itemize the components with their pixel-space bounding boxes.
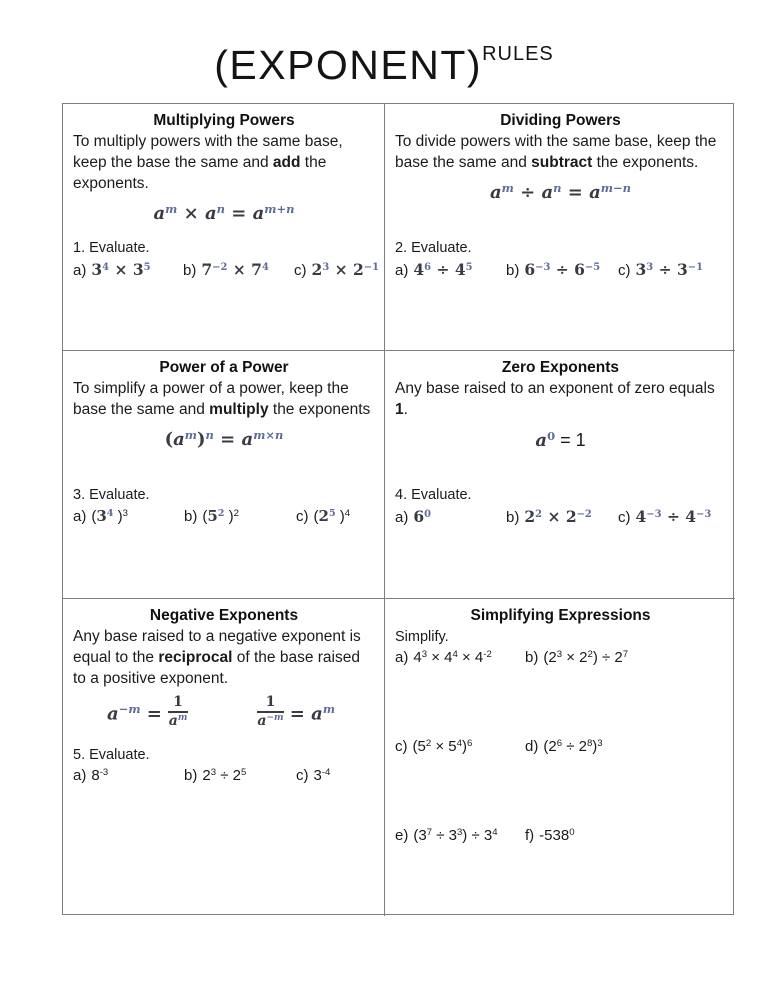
rule-formula: $(a^m)^n = a^{m\times n}$ xyxy=(164,427,284,450)
problem-label: c) xyxy=(618,509,631,526)
body-text: . xyxy=(403,401,408,418)
problem-a xyxy=(73,767,184,785)
problem-label: a) xyxy=(73,262,87,279)
problem-expression: $(2^3 \times 2^2) \div 2^7$ xyxy=(543,648,629,666)
problem-label: b) xyxy=(184,767,198,784)
evaluate-label: 3. Evaluate. xyxy=(73,487,150,503)
problem-label: b) xyxy=(184,508,198,525)
body-text: Any base raised to an exponent of zero equals xyxy=(395,380,715,397)
cell-negative-exponents xyxy=(63,599,385,916)
rule-description xyxy=(73,378,375,420)
problem-expression: $3^4 \times 3^5$ xyxy=(91,260,151,279)
rule-formula-left: $a^{-m}$ = $\frac{1}{a^m}$ xyxy=(107,694,188,729)
body-text: the exponents xyxy=(268,401,371,418)
problem-label: b) xyxy=(506,509,520,526)
evaluate-block xyxy=(73,485,379,526)
problem-expression: $-538^0$ xyxy=(539,826,575,844)
problem-expression: $6^{-3} \div 6^{-5}$ xyxy=(524,260,601,279)
problem-row xyxy=(73,507,379,526)
rule-formula: $a^0 = 1$ xyxy=(535,428,586,451)
problem-expression: ($5^2$ )$^2$ xyxy=(202,507,239,525)
problem-expression: $4^3 \times 4^4 \times 4^{-2}$ xyxy=(413,648,492,666)
section-heading: Power of a Power xyxy=(159,359,289,376)
evaluate-label: 5. Evaluate. xyxy=(73,747,150,763)
problem-label: a) xyxy=(395,262,409,279)
problem-label: a) xyxy=(395,509,409,526)
problem-expression: $(3^7 \div 3^3) \div 3^4$ xyxy=(413,826,498,844)
evaluate-label: 2. Evaluate. xyxy=(395,240,472,256)
section-heading: Zero Exponents xyxy=(501,359,620,376)
body-bold-word: 1 xyxy=(395,401,404,418)
body-bold-word: multiply xyxy=(209,401,269,418)
title-superscript: RULES xyxy=(482,43,554,65)
body-text: the exponents. xyxy=(73,154,327,192)
problem-label: a) xyxy=(73,767,87,784)
body-text: To simplify a power of a power, keep the base the same and xyxy=(73,380,349,418)
rule-formula: $a^m \times a^n = a^{m+n}$ xyxy=(153,201,295,224)
body-text: To divide powers with the same base, keep the base the same and xyxy=(395,133,717,171)
problem-b xyxy=(184,507,296,526)
problem-label: b) xyxy=(183,262,197,279)
problem-label: b) xyxy=(525,649,539,666)
rule-formulas xyxy=(73,693,375,731)
cell-multiplying-powers xyxy=(63,104,385,351)
rules-table xyxy=(62,103,734,915)
problem-expression: ($2^5$ )$^4$ xyxy=(313,507,351,525)
problem-row xyxy=(73,767,379,785)
problem-row xyxy=(73,260,379,280)
rule-formula-right: $\frac{1}{a^{-m}}$ = $a^m$ xyxy=(257,694,335,729)
rule-formula: $a^m \div a^n = a^{m-n}$ xyxy=(489,180,632,203)
problem-label: c) xyxy=(296,508,309,525)
body-text: the exponents. xyxy=(592,154,699,171)
problem-expression: $2^2 \times 2^{-2}$ xyxy=(524,507,592,526)
evaluate-label: 1. Evaluate. xyxy=(73,240,150,256)
problem-a xyxy=(73,260,183,280)
problem-expression: $(5^2 \times 5^4)^6$ xyxy=(412,737,473,755)
problem-expression: $2^3 \times 2^{-1}$ xyxy=(311,260,379,279)
title-main: (EXPONENT) xyxy=(214,42,483,88)
evaluate-block xyxy=(395,238,730,280)
problem-b xyxy=(525,649,726,667)
problem-grid xyxy=(395,649,726,845)
body-bold-word: reciprocal xyxy=(158,649,233,666)
problem-c xyxy=(618,260,730,280)
problem-b xyxy=(184,767,296,785)
problem-expression: $8^{-3}$ xyxy=(91,766,109,784)
problem-expression: $4^{-3} \div 4^{-3}$ xyxy=(635,507,712,526)
rule-description xyxy=(395,378,726,420)
problem-label: c) xyxy=(296,767,309,784)
page-title xyxy=(0,42,768,89)
evaluate-block xyxy=(395,485,730,527)
body-bold-word: subtract xyxy=(531,154,593,171)
problem-c xyxy=(296,767,379,785)
problem-expression: $3^3 \div 3^{-1}$ xyxy=(635,260,703,279)
rule-description xyxy=(73,131,375,194)
simplify-label: Simplify. xyxy=(395,629,449,645)
problem-expression: $(2^6 \div 2^8)^3$ xyxy=(543,737,603,755)
cell-power-of-a-power xyxy=(63,351,385,599)
problem-row xyxy=(395,507,730,527)
section-heading: Simplifying Expressions xyxy=(470,607,651,624)
problem-b xyxy=(183,260,294,280)
evaluate-block xyxy=(73,238,379,280)
evaluate-label: 4. Evaluate. xyxy=(395,487,472,503)
problem-c xyxy=(618,507,730,527)
problem-expression: $6^0$ xyxy=(413,507,432,526)
problem-expression: $3^{-4}$ xyxy=(313,766,331,784)
problem-expression: $4^6 \div 4^5$ xyxy=(413,260,473,279)
problem-a xyxy=(395,260,506,280)
problem-label: a) xyxy=(395,649,409,666)
evaluate-block xyxy=(73,745,379,785)
problem-expression: $2^3 \div 2^5$ xyxy=(202,766,247,784)
section-heading: Dividing Powers xyxy=(500,112,621,129)
problem-label: a) xyxy=(73,508,87,525)
problem-expression: $7^{-2} \times 7^4$ xyxy=(201,260,269,279)
rule-description xyxy=(73,626,375,689)
problem-a xyxy=(395,507,506,527)
cell-dividing-powers xyxy=(385,104,735,351)
problem-b xyxy=(506,260,618,280)
section-heading: Negative Exponents xyxy=(149,607,299,624)
problem-d xyxy=(525,738,726,756)
problem-label: c) xyxy=(395,738,408,755)
problem-a xyxy=(395,649,525,667)
problem-row xyxy=(395,260,730,280)
cell-simplifying-expressions xyxy=(385,599,735,916)
problem-a xyxy=(73,507,184,526)
problem-e xyxy=(395,827,525,845)
problem-c xyxy=(294,260,379,280)
problem-label: d) xyxy=(525,738,539,755)
problem-f xyxy=(525,827,726,845)
cell-zero-exponents xyxy=(385,351,735,599)
problem-c xyxy=(296,507,379,526)
body-text: To multiply powers with the same base, keep the base the same and xyxy=(73,133,343,171)
section-heading: Multiplying Powers xyxy=(153,112,295,129)
problem-label: c) xyxy=(618,262,631,279)
problem-label: b) xyxy=(506,262,520,279)
problem-expression: ($3^4$ )$^3$ xyxy=(91,507,128,525)
problem-label: e) xyxy=(395,827,409,844)
body-text: of the base raised to a positive exponent. xyxy=(73,649,360,687)
problem-label: c) xyxy=(294,262,307,279)
problem-b xyxy=(506,507,618,527)
problem-c xyxy=(395,738,525,756)
body-bold-word: add xyxy=(272,154,301,171)
rule-description xyxy=(395,131,726,173)
body-text: Any base raised to a negative exponent is equal to the xyxy=(73,628,361,666)
problem-label: f) xyxy=(525,827,535,844)
